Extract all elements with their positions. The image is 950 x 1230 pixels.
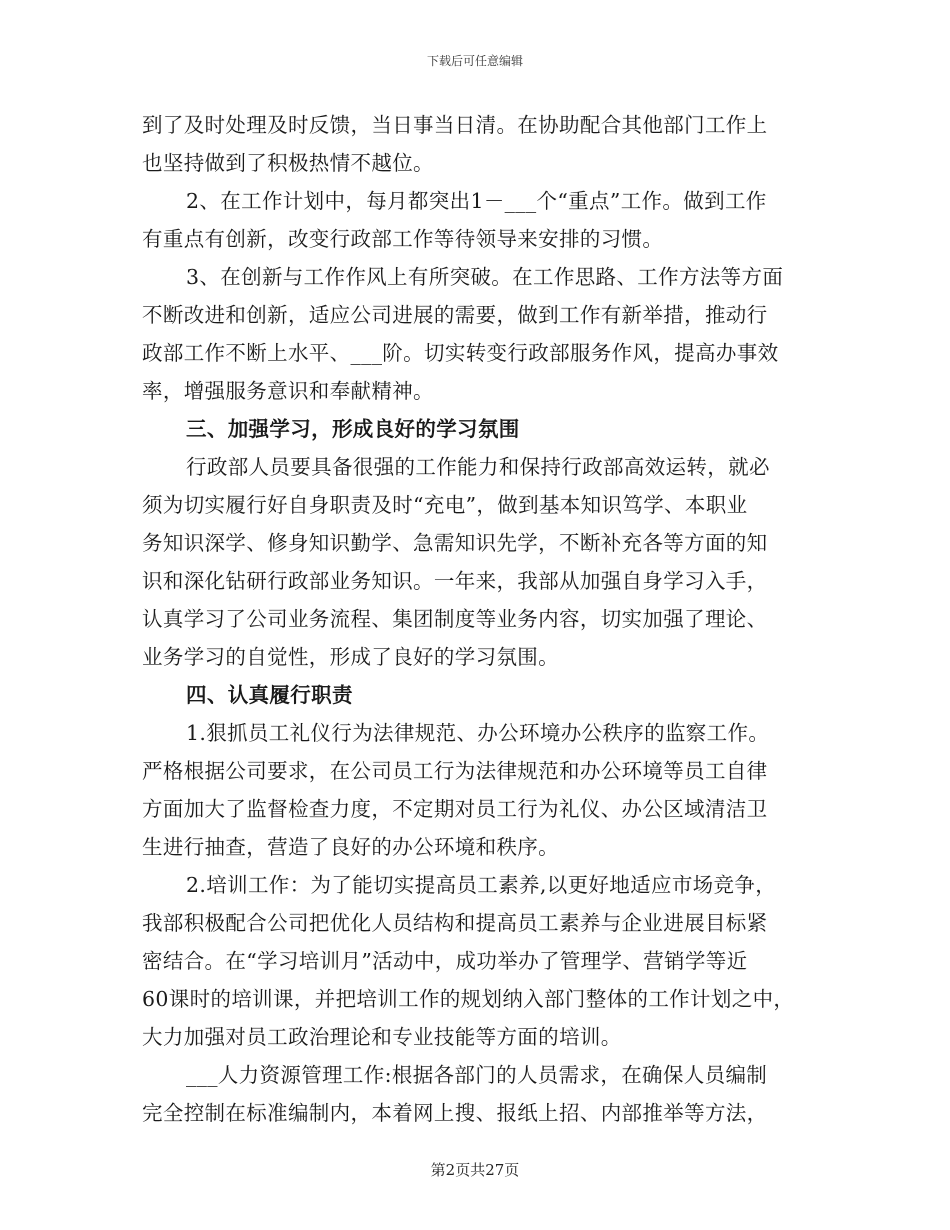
text-line: 生进行抽查，营造了良好的办公环境和秩序。 [142, 835, 559, 859]
text-line: 识和深化钻研行政部业务知识。一年来，我部从加强自身学习入手， [142, 569, 768, 593]
section-heading: 四、认真履行职责 [186, 683, 353, 707]
text-line: ___人力资源管理工作:根据各部门的人员需求，在确保人员编制 [186, 1063, 768, 1087]
text-line: 密结合。在“学习培训月”活动中，成功举办了管理学、营销学等近 [142, 949, 748, 973]
text-line: 务知识深学、修身知识勤学、急需知识先学，不断补充各等方面的知 [142, 531, 768, 555]
document-body [142, 106, 810, 1132]
text-line: 3、在创新与工作作风上有所突破。在工作思路、工作方法等方面 [186, 265, 784, 289]
text-line: 率，增强服务意识和奉献精神。 [142, 379, 434, 403]
text-line: 行政部人员要具备很强的工作能力和保持行政部高效运转，就必 [186, 455, 770, 479]
text-line: 政部工作不断上水平、___阶。切实转变行政部服务作风，提高办事效 [142, 341, 779, 365]
section-heading: 三、加强学习，形成良好的学习氛围 [186, 417, 520, 441]
text-line: 也坚持做到了积极热情不越位。 [142, 151, 434, 175]
text-line: 2.培训工作：为了能切实提高员工素养,以更好地适应市场竞争， [186, 873, 777, 897]
text-line: 方面加大了监督检查力度，不定期对员工行为礼仪、办公区域清洁卫 [142, 797, 768, 821]
text-line: 1.狠抓员工礼仪行为法律规范、办公环境办公秩序的监察工作。 [186, 721, 770, 745]
text-line: 认真学习了公司业务流程、集团制度等业务内容，切实加强了理论、 [142, 607, 768, 631]
text-line: 严格根据公司要求，在公司员工行为法律规范和办公环境等员工自律 [142, 759, 768, 783]
text-line: 60课时的培训课，并把培训工作的规划纳入部门整体的工作计划之中， [142, 987, 795, 1011]
text-line: 业务学习的自觉性，形成了良好的学习氛围。 [142, 645, 559, 669]
text-line: 有重点有创新，改变行政部工作等待领导来安排的习惯。 [142, 227, 664, 251]
text-line: 须为切实履行好自身职责及时“充电”，做到基本知识笃学、本职业 [142, 493, 748, 517]
text-line: 完全控制在标准编制内，本着网上搜、报纸上招、内部推举等方法， [142, 1101, 768, 1125]
page-header: 下载后可任意编辑 [426, 54, 523, 68]
text-line: 大力加强对员工政治理论和专业技能等方面的培训。 [142, 1025, 622, 1049]
text-line: 2、在工作计划中，每月都突出1－___个“重点”工作。做到工作 [186, 189, 767, 213]
text-line: 不断改进和创新，适应公司进展的需要，做到工作有新举措，推动行 [142, 303, 768, 327]
text-line: 我部积极配合公司把优化人员结构和提高员工素养与企业进展目标紧 [142, 911, 768, 935]
page-footer: 第2页共27页 [430, 1161, 520, 1179]
text-line: 到了及时处理及时反馈，当日事当日清。在协助配合其他部门工作上 [142, 113, 768, 137]
